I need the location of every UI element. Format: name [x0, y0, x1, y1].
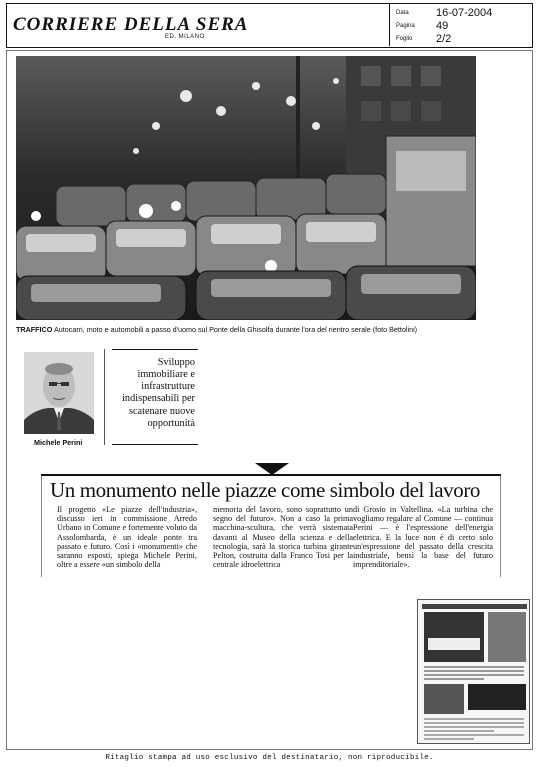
clipping-metadata — [389, 4, 532, 46]
meta-row-date — [396, 7, 531, 19]
page-thumbnail — [417, 599, 530, 744]
caption-text: Autocarri, moto e automobili a passo d'uomo sul Ponte della Ghisolfa durante l'ora del rientro serale (foto Bettolini) — [52, 325, 418, 334]
edition-label: ED. MILANO — [165, 34, 205, 40]
article-column-2: memoria del lavoro, sono soprattutto un segno del futuro». Non a caso la prima macchina-scultura, che verrà sistemata davanti al Museo della scienza e della tecnologia, sarà la storica turbina girante Pelton, costruita dalla Franco Tosi per la centrale idroelettrica — [213, 505, 353, 570]
article-headline: Un monumento nelle piazze come simbolo del lavoro — [50, 478, 481, 502]
meta-label: Pagina — [396, 23, 415, 29]
meta-value: 49 — [436, 20, 449, 32]
clipping-header — [6, 3, 533, 48]
divider — [104, 349, 105, 445]
meta-label: Foglio — [396, 36, 413, 42]
meta-value: 2/2 — [436, 33, 452, 45]
portrait-photo — [24, 352, 94, 434]
portrait-name: Michele Perini — [34, 438, 83, 447]
newspaper-masthead: CORRIERE DELLA SERA — [13, 14, 249, 35]
photo-caption — [16, 325, 486, 334]
article-column-3: di Grosio in Valtellina. «La turbina che vogliamo regalare al Comune — continua Perini — è l'espressione dell'energia elettrica. E la luce non è di certo solo un'espressione del passato della crescita industriale, bensì la base del futuro imprenditoriale». — [353, 505, 493, 570]
meta-row-sheet — [396, 33, 531, 45]
pull-quote: Sviluppo immobiliare e infrastrutture indispensabili per scatenare nuove opportunità — [122, 357, 195, 429]
traffic-photo — [16, 56, 476, 320]
caption-lead: TRAFFICO — [16, 325, 53, 334]
headline-rule — [41, 474, 501, 476]
meta-label: Data — [396, 10, 409, 16]
divider — [112, 349, 198, 350]
meta-row-page — [396, 20, 531, 32]
divider — [112, 444, 198, 445]
article-column-1: Il progetto «Le piazze dell'industria», discusso ieri in commissione Arredo Urbano in Comune e fortemente voluto da Assolombarda, è un ideale ponte tra passato e futuro. Così i «monumenti» che saranno esposti, spiega Michele Perini, oltre a essere «un simbolo della — [57, 505, 197, 570]
meta-value: 16-07-2004 — [436, 7, 493, 19]
copyright-footer: Ritaglio stampa ad uso esclusivo del destinatario, non riproducibile. — [105, 754, 434, 762]
